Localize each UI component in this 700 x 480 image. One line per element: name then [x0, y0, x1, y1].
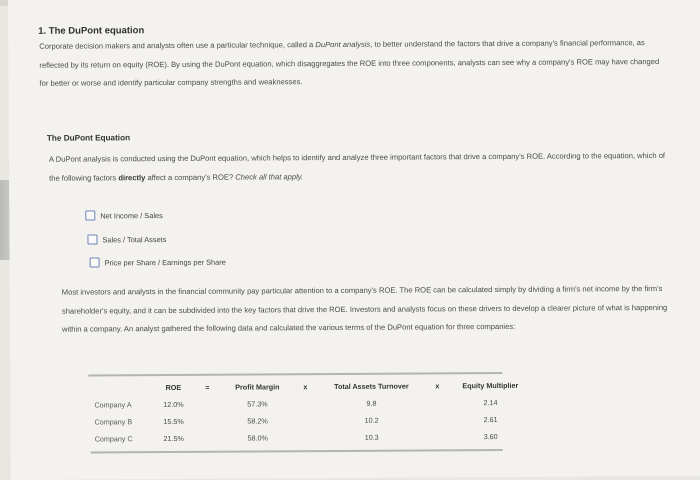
table-bottom-rule [91, 449, 503, 454]
table-row: Company A 12.0% 57.3% 9.8 2.14 [94, 398, 498, 410]
table-top-rule [88, 372, 502, 377]
intro-paragraph: Corporate decision makers and analysts often use a particular technique, called a DuPont analysis, to better understand the factors that drive a company's financial performance, as reflected by its return on equity (ROE). By using the DuPont equation, which disaggregates the ROE into three components, analysts can see why a company's ROE may have changed for better or worse and identify particular company strengths and weaknesses. [39, 38, 660, 88]
checkbox[interactable] [87, 234, 97, 244]
checkbox[interactable] [85, 210, 95, 220]
question-page [8, 0, 700, 480]
table-row: Company C 21.5% 58.0% 10.3 3.60 [94, 432, 498, 444]
table-row: Company B 15.5% 58.2% 10.2 2.61 [94, 415, 498, 427]
dupont-table [88, 377, 532, 448]
section-title: The DuPont Equation [46, 133, 131, 143]
option-net-income-sales[interactable]: Net Income / Sales [85, 210, 163, 220]
table-header-row: ROE = Profit Margin x Total Assets Turnover x Equity Multiplier [165, 380, 519, 393]
paragraph-roe: Most investors and analysts in the financial community pay particular attention to a company's ROE. The ROE can be calculated simply by dividing a firm's net income by the firm's shareholder's equity, and it can be subdivided into the key factors that drive the ROE. Investors and analysts focus on these drivers to develop a clearer picture of what is happening within a company. An analyst gathered the following data and calculated the various terms of the DuPont equation for three companies: [61, 284, 668, 334]
option-sales-total-assets[interactable]: Sales / Total Assets [87, 234, 166, 244]
checkbox[interactable] [90, 257, 100, 267]
question-title: 1. The DuPont equation [38, 25, 145, 37]
option-price-earnings[interactable]: Price per Share / Earnings per Share [90, 257, 226, 268]
question-prompt: A DuPont analysis is conducted using the DuPont equation, which helps to identify and analyze three important factors that drive a company's ROE. According to the equation, which of the following factors directly affect a company's ROE? Check all that apply. [48, 150, 666, 183]
